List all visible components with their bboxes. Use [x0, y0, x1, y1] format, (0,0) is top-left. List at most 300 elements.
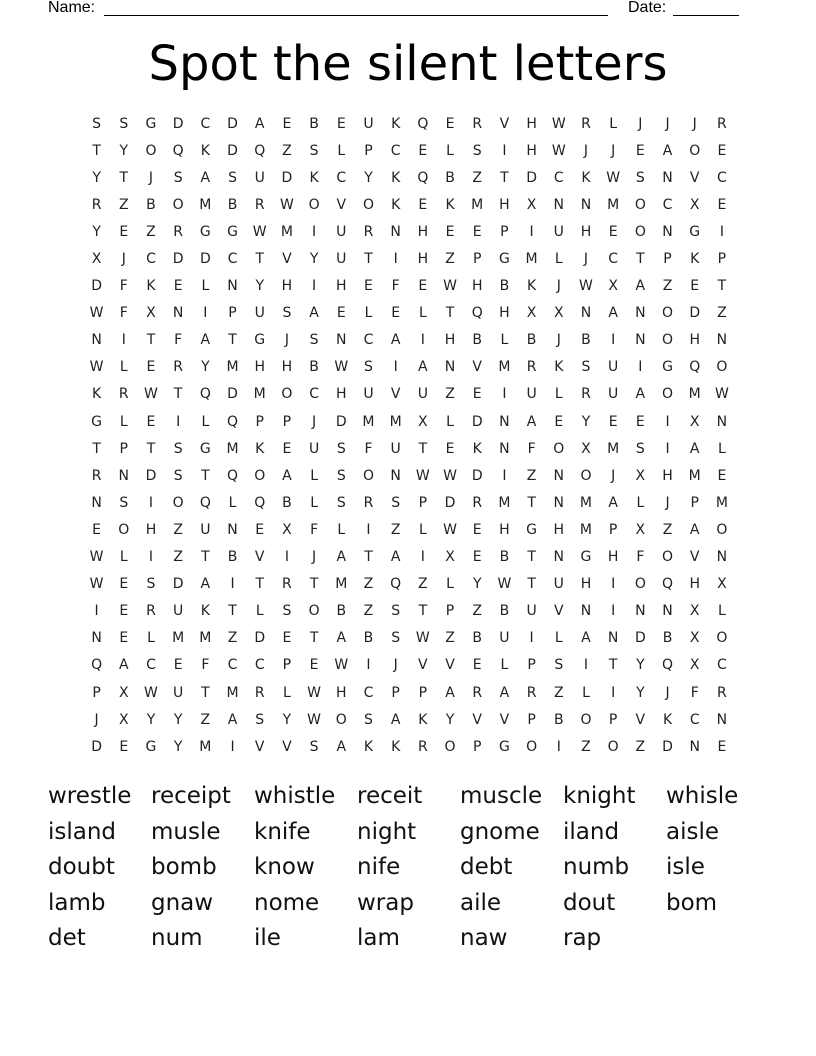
- grid-cell[interactable]: M: [389, 413, 402, 430]
- grid-cell[interactable]: H: [607, 549, 619, 566]
- grid-cell[interactable]: M: [607, 440, 620, 457]
- grid-cell[interactable]: J: [611, 467, 616, 484]
- grid-cell[interactable]: H: [580, 223, 592, 240]
- grid-cell[interactable]: D: [91, 278, 102, 295]
- grid-cell[interactable]: S: [391, 603, 401, 620]
- grid-cell[interactable]: E: [255, 521, 265, 538]
- grid-cell[interactable]: G: [580, 549, 592, 566]
- grid-cell[interactable]: Z: [662, 521, 673, 538]
- grid-cell[interactable]: Z: [146, 223, 156, 240]
- grid-cell[interactable]: I: [502, 386, 507, 403]
- grid-cell[interactable]: P: [255, 413, 264, 430]
- grid-cell[interactable]: L: [364, 305, 373, 322]
- grid-cell[interactable]: N: [91, 494, 102, 511]
- grid-cell[interactable]: U: [363, 386, 374, 403]
- grid-cell[interactable]: L: [446, 142, 454, 159]
- grid-cell[interactable]: T: [418, 603, 428, 620]
- grid-cell[interactable]: O: [172, 196, 184, 213]
- grid-cell[interactable]: D: [526, 169, 537, 186]
- grid-cell[interactable]: P: [500, 223, 509, 240]
- grid-cell[interactable]: I: [502, 142, 507, 159]
- grid-cell[interactable]: N: [635, 305, 646, 322]
- grid-cell[interactable]: R: [717, 115, 727, 132]
- grid-cell[interactable]: Y: [146, 711, 156, 728]
- grid-cell[interactable]: E: [472, 549, 482, 566]
- grid-cell[interactable]: Z: [418, 576, 428, 593]
- grid-cell[interactable]: L: [418, 521, 427, 538]
- grid-cell[interactable]: Z: [472, 603, 483, 620]
- grid-cell[interactable]: T: [418, 440, 428, 457]
- grid-cell[interactable]: R: [282, 576, 292, 593]
- grid-cell[interactable]: K: [363, 738, 374, 755]
- grid-cell[interactable]: S: [635, 169, 645, 186]
- grid-cell[interactable]: T: [92, 142, 101, 159]
- grid-cell[interactable]: T: [146, 332, 156, 349]
- grid-cell[interactable]: Q: [417, 115, 429, 132]
- grid-cell[interactable]: H: [499, 521, 510, 538]
- grid-cell[interactable]: S: [309, 738, 319, 755]
- grid-cell[interactable]: L: [446, 413, 454, 430]
- grid-cell[interactable]: Q: [227, 413, 239, 430]
- grid-cell[interactable]: X: [581, 440, 591, 457]
- grid-cell[interactable]: T: [364, 251, 373, 268]
- grid-cell[interactable]: E: [119, 603, 129, 620]
- grid-cell[interactable]: V: [254, 549, 265, 566]
- grid-cell[interactable]: V: [499, 115, 510, 132]
- grid-cell[interactable]: S: [309, 142, 319, 159]
- grid-cell[interactable]: T: [228, 332, 237, 349]
- grid-cell[interactable]: V: [254, 738, 265, 755]
- grid-cell[interactable]: E: [119, 223, 129, 240]
- grid-cell[interactable]: N: [444, 359, 456, 376]
- grid-cell[interactable]: B: [526, 332, 537, 349]
- grid-cell[interactable]: B: [336, 603, 347, 620]
- grid-cell[interactable]: Z: [390, 521, 401, 538]
- grid-cell[interactable]: J: [665, 115, 670, 132]
- grid-cell[interactable]: B: [499, 278, 510, 295]
- grid-cell[interactable]: K: [200, 603, 210, 620]
- grid-cell[interactable]: H: [417, 223, 429, 240]
- grid-cell[interactable]: R: [118, 386, 129, 403]
- grid-cell[interactable]: J: [284, 332, 289, 349]
- grid-cell[interactable]: E: [472, 223, 482, 240]
- grid-cell[interactable]: U: [608, 386, 619, 403]
- grid-cell[interactable]: L: [255, 603, 264, 620]
- grid-cell[interactable]: Z: [173, 549, 183, 566]
- grid-cell[interactable]: K: [146, 278, 156, 295]
- grid-cell[interactable]: J: [583, 142, 589, 159]
- grid-cell[interactable]: A: [689, 440, 700, 457]
- grid-cell[interactable]: B: [499, 603, 510, 620]
- grid-cell[interactable]: V: [445, 657, 455, 674]
- grid-cell[interactable]: U: [499, 630, 510, 647]
- grid-cell[interactable]: F: [119, 278, 128, 295]
- grid-cell[interactable]: P: [472, 251, 482, 268]
- grid-cell[interactable]: Y: [472, 576, 482, 593]
- grid-cell[interactable]: Z: [445, 630, 455, 647]
- grid-cell[interactable]: B: [282, 494, 292, 511]
- grid-cell[interactable]: H: [499, 305, 510, 322]
- grid-cell[interactable]: Q: [662, 576, 674, 593]
- grid-cell[interactable]: P: [527, 657, 536, 674]
- grid-cell[interactable]: U: [254, 169, 265, 186]
- grid-cell[interactable]: T: [500, 169, 509, 186]
- grid-cell[interactable]: C: [146, 657, 156, 674]
- grid-cell[interactable]: U: [553, 576, 564, 593]
- grid-cell[interactable]: Q: [662, 657, 674, 674]
- grid-cell[interactable]: A: [336, 630, 347, 647]
- grid-cell[interactable]: S: [336, 467, 346, 484]
- grid-cell[interactable]: I: [665, 440, 670, 457]
- grid-cell[interactable]: N: [172, 305, 184, 322]
- grid-cell[interactable]: B: [499, 549, 510, 566]
- grid-cell[interactable]: O: [308, 603, 320, 620]
- grid-cell[interactable]: Y: [636, 657, 645, 674]
- grid-cell[interactable]: A: [499, 684, 510, 701]
- grid-cell[interactable]: P: [608, 711, 618, 728]
- grid-cell[interactable]: Y: [119, 142, 129, 159]
- grid-cell[interactable]: Z: [445, 251, 455, 268]
- grid-cell[interactable]: S: [391, 494, 401, 511]
- grid-cell[interactable]: T: [173, 386, 183, 403]
- grid-cell[interactable]: U: [308, 440, 320, 457]
- grid-cell[interactable]: U: [200, 521, 211, 538]
- grid-cell[interactable]: S: [336, 440, 346, 457]
- grid-cell[interactable]: I: [176, 413, 181, 430]
- grid-cell[interactable]: M: [199, 630, 212, 647]
- grid-cell[interactable]: D: [145, 467, 157, 484]
- grid-cell[interactable]: W: [714, 386, 729, 403]
- grid-cell[interactable]: G: [498, 251, 510, 268]
- grid-cell[interactable]: I: [719, 223, 724, 240]
- grid-cell[interactable]: P: [690, 494, 699, 511]
- grid-cell[interactable]: E: [418, 196, 428, 213]
- grid-cell[interactable]: E: [173, 657, 183, 674]
- grid-cell[interactable]: M: [579, 521, 593, 538]
- grid-cell[interactable]: N: [662, 169, 673, 186]
- grid-cell[interactable]: Q: [254, 494, 266, 511]
- grid-cell[interactable]: T: [146, 440, 156, 457]
- grid-cell[interactable]: A: [635, 278, 646, 295]
- grid-cell[interactable]: M: [226, 359, 239, 376]
- grid-cell[interactable]: G: [254, 332, 266, 349]
- grid-cell[interactable]: B: [146, 196, 156, 213]
- grid-cell[interactable]: H: [689, 576, 700, 593]
- grid-cell[interactable]: E: [119, 738, 129, 755]
- grid-cell[interactable]: W: [307, 711, 322, 728]
- grid-cell[interactable]: L: [228, 494, 237, 511]
- grid-cell[interactable]: J: [665, 494, 670, 511]
- grid-cell[interactable]: L: [446, 576, 454, 593]
- grid-cell[interactable]: E: [445, 115, 455, 132]
- grid-cell[interactable]: U: [363, 115, 374, 132]
- grid-cell[interactable]: L: [201, 413, 210, 430]
- grid-cell[interactable]: R: [581, 115, 591, 132]
- grid-cell[interactable]: I: [312, 223, 317, 240]
- grid-cell[interactable]: L: [554, 386, 563, 403]
- grid-cell[interactable]: I: [393, 359, 398, 376]
- grid-cell[interactable]: Z: [363, 603, 374, 620]
- grid-cell[interactable]: I: [148, 549, 154, 566]
- grid-cell[interactable]: M: [688, 467, 701, 484]
- grid-cell[interactable]: D: [471, 467, 483, 484]
- grid-cell[interactable]: W: [334, 657, 349, 674]
- grid-cell[interactable]: P: [418, 684, 428, 701]
- grid-cell[interactable]: Q: [199, 386, 211, 403]
- grid-cell[interactable]: U: [526, 386, 537, 403]
- grid-cell[interactable]: N: [91, 332, 102, 349]
- grid-cell[interactable]: S: [228, 169, 237, 186]
- grid-cell[interactable]: A: [418, 359, 428, 376]
- grid-cell[interactable]: Q: [689, 359, 701, 376]
- grid-cell[interactable]: I: [121, 332, 126, 349]
- grid-cell[interactable]: G: [199, 223, 211, 240]
- grid-cell[interactable]: S: [282, 603, 292, 620]
- grid-cell[interactable]: H: [499, 196, 510, 213]
- grid-cell[interactable]: F: [364, 440, 373, 457]
- grid-cell[interactable]: H: [417, 251, 429, 268]
- grid-cell[interactable]: O: [444, 738, 456, 755]
- grid-cell[interactable]: I: [611, 332, 616, 349]
- grid-cell[interactable]: Q: [227, 467, 239, 484]
- grid-cell[interactable]: Y: [92, 223, 101, 240]
- grid-cell[interactable]: N: [635, 603, 646, 620]
- grid-cell[interactable]: Y: [581, 413, 591, 430]
- grid-cell[interactable]: C: [336, 169, 347, 186]
- grid-cell[interactable]: E: [146, 359, 156, 376]
- grid-cell[interactable]: S: [364, 711, 373, 728]
- grid-cell[interactable]: J: [665, 684, 670, 701]
- grid-cell[interactable]: E: [336, 305, 346, 322]
- grid-cell[interactable]: H: [662, 467, 673, 484]
- grid-cell[interactable]: J: [611, 142, 616, 159]
- grid-cell[interactable]: I: [230, 738, 235, 755]
- grid-cell[interactable]: L: [636, 494, 645, 511]
- grid-cell[interactable]: L: [337, 142, 346, 159]
- grid-cell[interactable]: A: [390, 549, 401, 566]
- grid-cell[interactable]: H: [336, 684, 347, 701]
- grid-cell[interactable]: I: [529, 223, 534, 240]
- grid-cell[interactable]: N: [716, 549, 728, 566]
- grid-cell[interactable]: V: [689, 549, 700, 566]
- grid-cell[interactable]: R: [91, 196, 102, 213]
- grid-cell[interactable]: N: [390, 223, 401, 240]
- grid-cell[interactable]: A: [336, 549, 347, 566]
- grid-cell[interactable]: G: [689, 223, 701, 240]
- grid-cell[interactable]: N: [499, 413, 510, 430]
- grid-cell[interactable]: S: [92, 115, 102, 132]
- grid-cell[interactable]: M: [199, 738, 212, 755]
- grid-cell[interactable]: A: [200, 169, 211, 186]
- grid-cell[interactable]: H: [336, 386, 347, 403]
- grid-cell[interactable]: X: [553, 305, 564, 322]
- grid-cell[interactable]: T: [201, 684, 210, 701]
- grid-cell[interactable]: V: [418, 657, 428, 674]
- grid-cell[interactable]: J: [312, 413, 317, 430]
- grid-cell[interactable]: U: [336, 251, 347, 268]
- grid-cell[interactable]: F: [527, 440, 536, 457]
- grid-cell[interactable]: Q: [172, 142, 184, 159]
- grid-cell[interactable]: D: [335, 413, 347, 430]
- grid-cell[interactable]: P: [445, 603, 455, 620]
- grid-cell[interactable]: E: [472, 657, 482, 674]
- grid-cell[interactable]: L: [119, 549, 128, 566]
- grid-cell[interactable]: D: [281, 169, 293, 186]
- grid-cell[interactable]: O: [634, 196, 646, 213]
- grid-cell[interactable]: Y: [309, 251, 319, 268]
- grid-cell[interactable]: N: [118, 467, 130, 484]
- grid-cell[interactable]: T: [608, 657, 618, 674]
- grid-cell[interactable]: O: [662, 332, 674, 349]
- grid-cell[interactable]: B: [227, 196, 238, 213]
- grid-cell[interactable]: P: [472, 738, 482, 755]
- grid-cell[interactable]: O: [335, 711, 347, 728]
- grid-cell[interactable]: F: [201, 657, 210, 674]
- grid-cell[interactable]: I: [583, 657, 589, 674]
- grid-cell[interactable]: E: [336, 115, 346, 132]
- grid-cell[interactable]: K: [418, 711, 428, 728]
- grid-cell[interactable]: R: [472, 115, 483, 132]
- grid-cell[interactable]: E: [717, 196, 727, 213]
- grid-cell[interactable]: D: [91, 738, 102, 755]
- grid-cell[interactable]: K: [391, 169, 401, 186]
- grid-cell[interactable]: K: [255, 440, 265, 457]
- grid-cell[interactable]: S: [173, 467, 183, 484]
- grid-cell[interactable]: C: [390, 142, 401, 159]
- grid-cell[interactable]: B: [445, 169, 455, 186]
- grid-cell[interactable]: O: [716, 521, 728, 538]
- grid-cell[interactable]: E: [717, 738, 727, 755]
- grid-cell[interactable]: W: [144, 386, 158, 403]
- grid-cell[interactable]: C: [254, 657, 265, 674]
- grid-cell[interactable]: X: [689, 413, 700, 430]
- grid-cell[interactable]: X: [118, 684, 129, 701]
- grid-cell[interactable]: K: [527, 278, 537, 295]
- grid-cell[interactable]: A: [689, 521, 700, 538]
- grid-cell[interactable]: F: [174, 332, 183, 349]
- grid-cell[interactable]: J: [583, 251, 589, 268]
- grid-cell[interactable]: O: [662, 549, 674, 566]
- grid-cell[interactable]: Z: [662, 278, 673, 295]
- grid-cell[interactable]: K: [309, 169, 319, 186]
- grid-cell[interactable]: N: [716, 413, 728, 430]
- grid-cell[interactable]: L: [718, 440, 726, 457]
- grid-cell[interactable]: M: [607, 196, 620, 213]
- grid-cell[interactable]: E: [445, 440, 455, 457]
- grid-cell[interactable]: N: [553, 494, 565, 511]
- grid-cell[interactable]: O: [281, 386, 293, 403]
- grid-cell[interactable]: N: [662, 603, 673, 620]
- grid-cell[interactable]: L: [119, 359, 128, 376]
- grid-cell[interactable]: M: [335, 576, 348, 593]
- grid-cell[interactable]: P: [527, 711, 536, 728]
- grid-cell[interactable]: E: [445, 223, 455, 240]
- grid-cell[interactable]: T: [201, 549, 210, 566]
- grid-cell[interactable]: W: [415, 467, 430, 484]
- grid-cell[interactable]: B: [581, 332, 591, 349]
- grid-cell[interactable]: I: [665, 413, 670, 430]
- grid-cell[interactable]: Q: [471, 305, 483, 322]
- grid-cell[interactable]: I: [230, 576, 235, 593]
- grid-cell[interactable]: A: [581, 630, 591, 647]
- grid-cell[interactable]: P: [282, 657, 292, 674]
- grid-cell[interactable]: I: [366, 521, 371, 538]
- grid-cell[interactable]: Z: [173, 521, 183, 538]
- grid-cell[interactable]: V: [499, 711, 510, 728]
- grid-cell[interactable]: L: [718, 603, 726, 620]
- grid-cell[interactable]: Y: [92, 169, 101, 186]
- grid-cell[interactable]: H: [526, 115, 537, 132]
- grid-cell[interactable]: A: [254, 115, 265, 132]
- grid-cell[interactable]: H: [281, 278, 293, 295]
- grid-cell[interactable]: Z: [472, 169, 483, 186]
- grid-cell[interactable]: S: [119, 494, 129, 511]
- grid-cell[interactable]: K: [391, 196, 401, 213]
- grid-cell[interactable]: L: [201, 278, 210, 295]
- grid-cell[interactable]: S: [364, 359, 373, 376]
- grid-cell[interactable]: G: [498, 738, 510, 755]
- grid-cell[interactable]: W: [89, 576, 104, 593]
- grid-cell[interactable]: D: [227, 115, 238, 132]
- grid-cell[interactable]: Q: [199, 494, 211, 511]
- grid-cell[interactable]: I: [203, 305, 208, 322]
- grid-cell[interactable]: Y: [173, 711, 183, 728]
- grid-cell[interactable]: K: [690, 251, 700, 268]
- grid-cell[interactable]: C: [662, 196, 673, 213]
- grid-cell[interactable]: Z: [118, 196, 129, 213]
- grid-cell[interactable]: N: [580, 305, 592, 322]
- grid-cell[interactable]: O: [118, 521, 130, 538]
- grid-cell[interactable]: G: [526, 521, 538, 538]
- grid-cell[interactable]: N: [336, 332, 347, 349]
- grid-cell[interactable]: C: [689, 711, 700, 728]
- grid-cell[interactable]: S: [173, 440, 183, 457]
- grid-cell[interactable]: J: [556, 332, 561, 349]
- grid-cell[interactable]: X: [689, 630, 700, 647]
- grid-cell[interactable]: F: [310, 521, 319, 538]
- grid-cell[interactable]: Z: [445, 386, 455, 403]
- grid-cell[interactable]: C: [553, 169, 564, 186]
- grid-cell[interactable]: X: [635, 521, 646, 538]
- grid-cell[interactable]: I: [94, 603, 99, 620]
- grid-cell[interactable]: L: [554, 630, 563, 647]
- grid-cell[interactable]: M: [362, 413, 375, 430]
- grid-cell[interactable]: K: [391, 738, 401, 755]
- grid-cell[interactable]: Q: [390, 576, 402, 593]
- grid-cell[interactable]: O: [634, 576, 646, 593]
- grid-cell[interactable]: L: [147, 630, 155, 647]
- grid-cell[interactable]: T: [527, 549, 536, 566]
- grid-cell[interactable]: Y: [364, 169, 373, 186]
- grid-cell[interactable]: P: [663, 251, 672, 268]
- grid-cell[interactable]: X: [526, 196, 537, 213]
- grid-cell[interactable]: F: [391, 278, 400, 295]
- grid-cell[interactable]: V: [282, 738, 292, 755]
- grid-cell[interactable]: X: [445, 549, 455, 566]
- grid-cell[interactable]: Y: [636, 684, 645, 701]
- grid-cell[interactable]: O: [607, 738, 619, 755]
- grid-cell[interactable]: E: [282, 115, 292, 132]
- grid-cell[interactable]: P: [282, 413, 292, 430]
- grid-cell[interactable]: K: [581, 169, 591, 186]
- grid-cell[interactable]: S: [282, 305, 292, 322]
- grid-cell[interactable]: X: [526, 305, 537, 322]
- grid-cell[interactable]: W: [579, 278, 593, 295]
- grid-cell[interactable]: B: [472, 630, 483, 647]
- grid-cell[interactable]: O: [580, 711, 592, 728]
- grid-cell[interactable]: R: [526, 359, 537, 376]
- grid-cell[interactable]: U: [526, 603, 537, 620]
